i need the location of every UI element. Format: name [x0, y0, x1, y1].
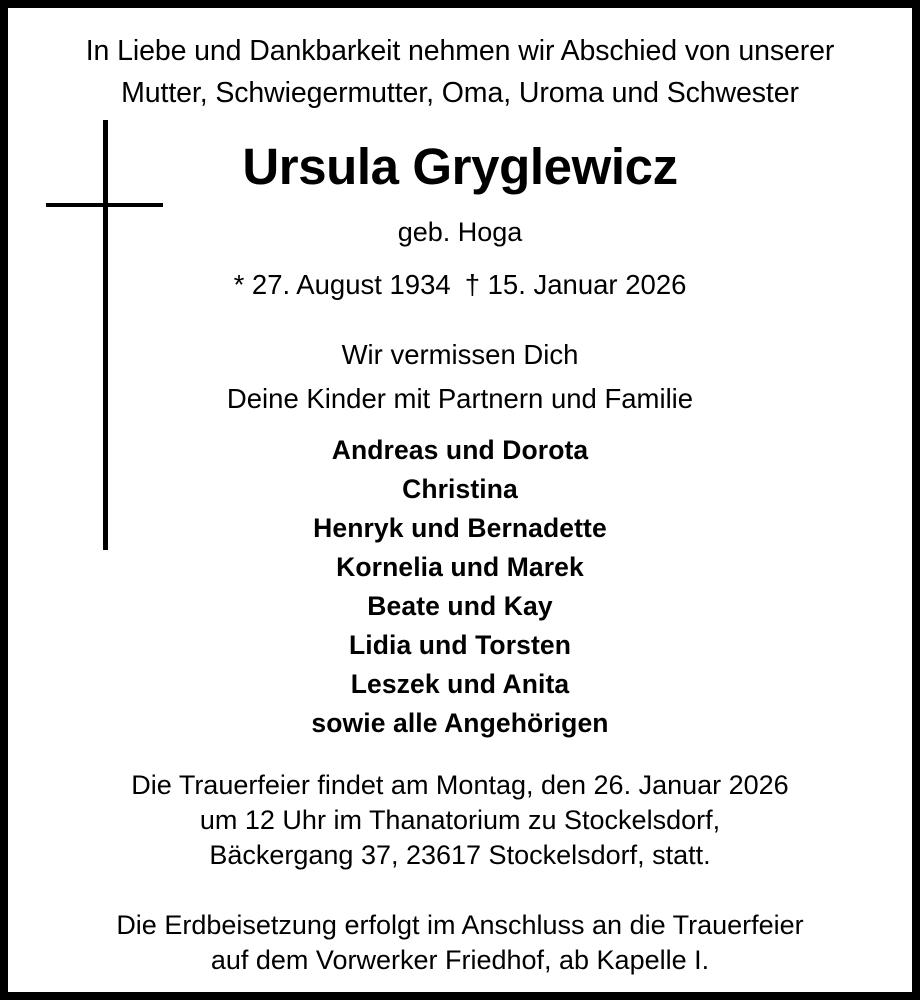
burial-details	[8, 908, 912, 978]
intro-line-1: In Liebe und Dankbarkeit nehmen wir Abschied von unserer	[85, 35, 835, 67]
list-item: Henryk und Bernadette	[313, 513, 607, 543]
deceased-name-block	[8, 138, 912, 196]
notice-inner	[8, 8, 912, 992]
list-item: Andreas und Dorota	[331, 435, 589, 465]
list-item: Christina	[402, 474, 518, 504]
intro-line-2: Mutter, Schwiegermutter, Oma, Uroma und Schwester	[121, 77, 799, 109]
list-item: sowie alle Angehörigen	[311, 708, 609, 738]
message-line-2: Deine Kinder mit Partnern und Familie	[226, 383, 694, 414]
list-item: Lidia und Torsten	[348, 630, 572, 660]
deceased-name: Ursula Gryglewicz	[242, 138, 678, 195]
cross-horizontal-bar	[46, 203, 163, 207]
maiden-name: geb. Hoga	[397, 217, 523, 247]
ceremony-line-3: Bäckergang 37, 23617 Stockelsdorf, statt.	[209, 840, 711, 870]
birth-star-icon: *	[233, 269, 245, 300]
ceremony-details	[8, 768, 912, 873]
list-item: Kornelia und Marek	[336, 552, 584, 582]
burial-line-2: auf dem Vorwerker Friedhof, ab Kapelle I.	[210, 945, 710, 975]
life-dates	[8, 266, 912, 304]
maiden-name-block	[8, 214, 912, 250]
list-item: Beate und Kay	[367, 591, 553, 621]
family-members-list	[8, 431, 912, 743]
memorial-message	[8, 333, 912, 421]
death-dagger-icon: †	[464, 269, 480, 300]
message-line-1: Wir vermissen Dich	[341, 339, 579, 370]
ceremony-line-1: Die Trauerfeier findet am Montag, den 26. Januar 2026	[131, 770, 789, 800]
life-dates-block	[8, 266, 912, 304]
ceremony-line-2: um 12 Uhr im Thanatorium zu Stockelsdorf,	[199, 805, 721, 835]
birth-date: 27. August 1934	[251, 269, 451, 300]
intro-text	[8, 30, 912, 114]
list-item: Leszek und Anita	[350, 669, 570, 699]
burial-line-1: Die Erdbeisetzung erfolgt im Anschluss an die Trauerfeier	[116, 910, 804, 940]
death-date: 15. Januar 2026	[487, 269, 687, 300]
